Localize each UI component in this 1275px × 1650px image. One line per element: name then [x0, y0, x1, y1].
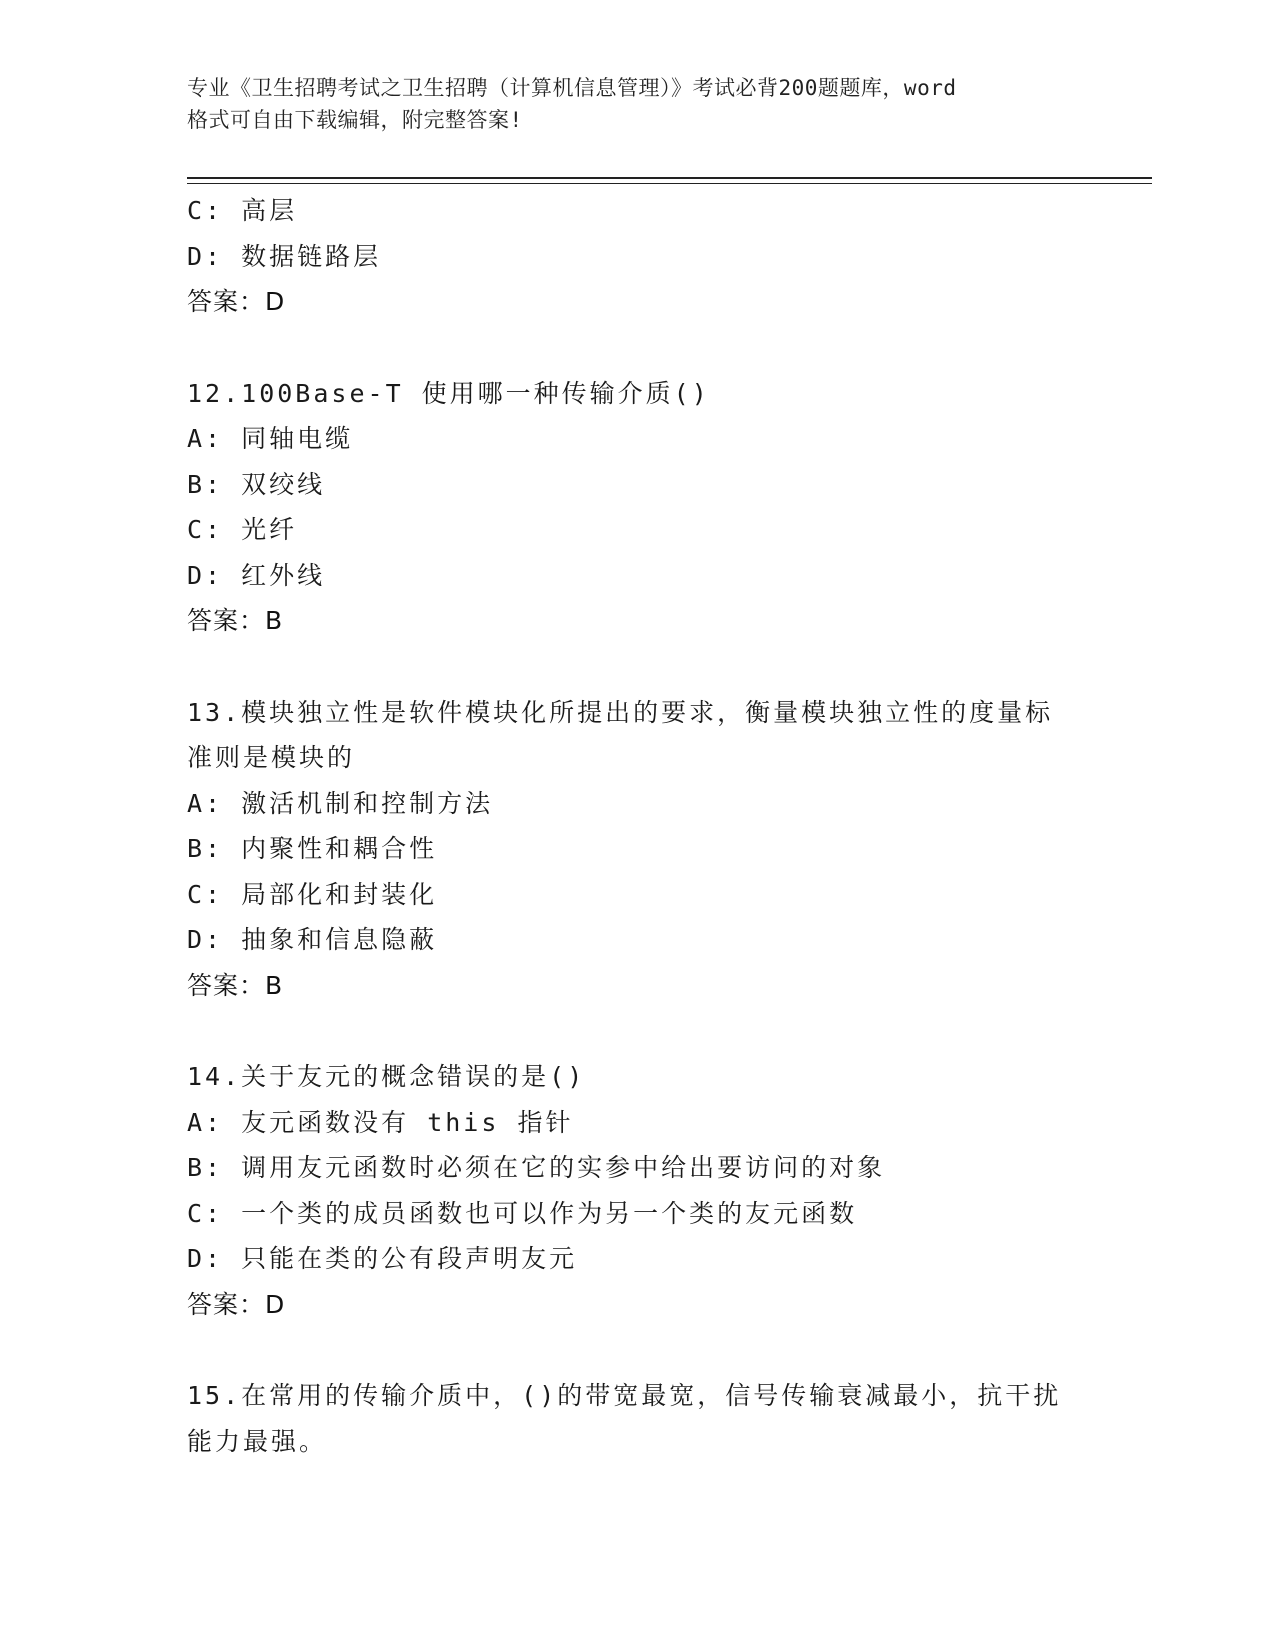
question-14	[187, 1054, 1087, 1327]
question-stem-line-1: 13.模块独立性是软件模块化所提出的要求，衡量模块独立性的度量标	[187, 697, 1054, 727]
spacer	[187, 325, 1087, 371]
question-fragment	[187, 188, 1087, 325]
question-stem: 12.100Base-T 使用哪一种传输介质()	[187, 378, 710, 408]
spacer	[187, 1327, 1087, 1373]
option-b: B: 双绞线	[187, 469, 326, 499]
option-b: B: 调用友元函数时必须在它的实参中给出要访问的对象	[187, 1153, 886, 1182]
option-a: A: 友元函数没有 this 指针	[187, 1107, 574, 1137]
header-line-2: 格式可自由下载编辑，附完整答案!	[187, 108, 523, 132]
question-12	[187, 371, 1087, 644]
document-header	[187, 72, 1087, 136]
option-d: D: 只能在类的公有段声明友元	[187, 1244, 578, 1273]
option-c: C: 局部化和封装化	[187, 879, 438, 909]
option-d: D: 数据链路层	[187, 241, 382, 271]
option-c: C: 高层	[187, 196, 298, 225]
option-c: C: 一个类的成员函数也可以作为另一个类的友元函数	[187, 1198, 858, 1228]
question-stem-line-2: 能力最强。	[187, 1426, 328, 1456]
header-line-1: 专业《卫生招聘考试之卫生招聘（计算机信息管理）》考试必背200题题库，word	[187, 76, 957, 100]
option-d: D: 红外线	[187, 560, 326, 590]
question-stem-line-1: 15.在常用的传输介质中，()的带宽最宽，信号传输衰减最小，抗干扰	[187, 1381, 1062, 1410]
answer-line: 答案：D	[187, 287, 286, 316]
question-13	[187, 690, 1087, 1009]
header-rule-thick	[187, 177, 1152, 179]
answer-line: 答案：D	[187, 1289, 286, 1319]
spacer	[187, 644, 1087, 690]
option-b: B: 内聚性和耦合性	[187, 834, 438, 863]
question-list	[187, 188, 1087, 1464]
option-c: C: 光纤	[187, 515, 298, 544]
header-rule-thin	[187, 183, 1152, 184]
answer-line: 答案：B	[187, 970, 284, 1000]
option-d: D: 抽象和信息隐蔽	[187, 925, 438, 954]
answer-line: 答案：B	[187, 606, 284, 635]
question-stem: 14.关于友元的概念错误的是()	[187, 1062, 586, 1091]
question-15	[187, 1373, 1087, 1464]
question-stem-line-2: 准则是模块的	[187, 743, 356, 772]
option-a: A: 同轴电缆	[187, 424, 354, 453]
spacer	[187, 1008, 1087, 1054]
option-a: A: 激活机制和控制方法	[187, 788, 494, 818]
